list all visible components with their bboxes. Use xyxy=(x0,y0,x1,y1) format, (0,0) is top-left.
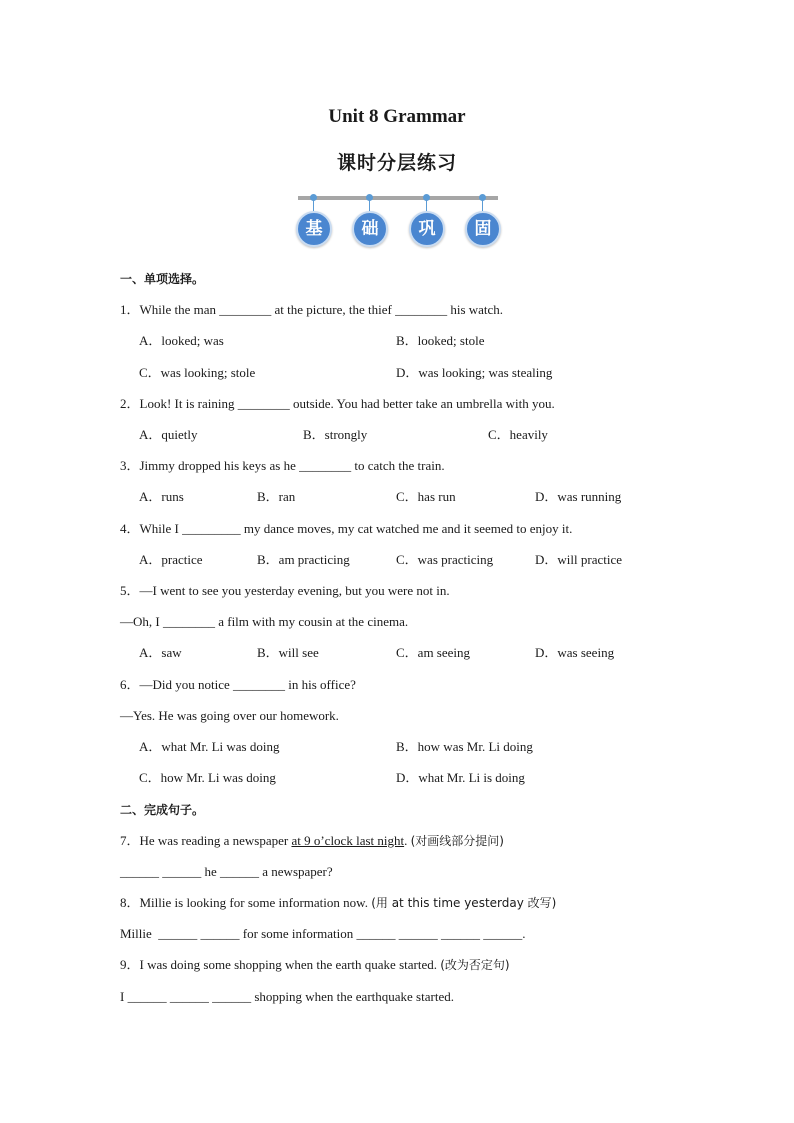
option-d: D．will practice xyxy=(535,552,622,567)
option-c: C．am seeing xyxy=(396,645,471,660)
question-stem: 4．While I _________ my dance moves, my cat watched me and it seemed to enjoy it. xyxy=(120,521,573,536)
option-c: C．has run xyxy=(396,489,456,504)
question-stem: 5．—I went to see you yesterday evening, but you were not in. xyxy=(120,583,450,598)
instruction-note: (用 at this time yesterday 改写) xyxy=(371,896,557,910)
answer-line: ______ ______ he ______ a newspaper? xyxy=(120,864,333,879)
option-b: B．will see xyxy=(257,645,319,660)
option-a: A．saw xyxy=(139,645,182,660)
instruction-note: (改为否定句) xyxy=(440,958,510,972)
page-title: Unit 8 Grammar xyxy=(328,106,466,127)
banner-char-gong: 巩 xyxy=(409,211,445,247)
question-stem: 6．—Did you notice ________ in his office? xyxy=(120,677,356,692)
stem-text: 8．Millie is looking for some information now. xyxy=(120,895,372,910)
question-stem: 1．While the man ________ at the picture, the thief ________ his watch. xyxy=(120,302,504,317)
page-subtitle: 课时分层练习 xyxy=(336,152,457,174)
option-b: B．ran xyxy=(257,489,296,504)
section-banner xyxy=(294,193,504,253)
option-d: D．was running xyxy=(535,489,622,504)
option-c: C．how Mr. Li was doing xyxy=(139,770,276,785)
question-stem xyxy=(120,956,510,974)
banner-char-chu: 础 xyxy=(352,211,388,247)
banner-char-gu: 固 xyxy=(465,211,501,247)
option-b: B．looked; stole xyxy=(396,333,485,348)
question-stem-reply: —Oh, I ________ a film with my cousin at the cinema. xyxy=(120,614,409,629)
option-c: C．was practicing xyxy=(396,552,494,567)
option-a: A．what Mr. Li was doing xyxy=(139,739,280,754)
question-stem: 2．Look! It is raining ________ outside. You had better take an umbrella with you. xyxy=(120,396,555,411)
option-a: A．quietly xyxy=(139,427,198,442)
section-heading: 二、完成句子。 xyxy=(120,803,205,817)
stem-text: 9．I was doing some shopping when the earth quake started. xyxy=(120,957,441,972)
option-b: B．how was Mr. Li doing xyxy=(396,739,533,754)
option-b: B．am practicing xyxy=(257,552,350,567)
section-heading: 一、单项选择。 xyxy=(120,272,205,286)
option-d: D．was seeing xyxy=(535,645,615,660)
option-d: D．was looking; was stealing xyxy=(396,365,553,380)
option-c: C．was looking; stole xyxy=(139,365,256,380)
option-a: A．looked; was xyxy=(139,333,224,348)
underlined-phrase: at 9 o’clock last night xyxy=(291,833,405,848)
banner-bar xyxy=(298,196,498,200)
answer-line: I ______ ______ ______ shopping when the earthquake started. xyxy=(120,989,454,1004)
banner-stem xyxy=(482,199,483,211)
stem-text: 7．He was reading a newspaper xyxy=(120,833,292,848)
option-c: C．heavily xyxy=(488,427,548,442)
question-stem xyxy=(120,832,504,850)
banner-char-ji: 基 xyxy=(296,211,332,247)
banner-stem xyxy=(369,199,370,211)
option-a: A．runs xyxy=(139,489,184,504)
banner-stem xyxy=(426,199,427,211)
question-stem xyxy=(120,894,556,912)
stem-text: . xyxy=(404,833,411,848)
option-a: A．practice xyxy=(139,552,203,567)
instruction-note: (对画线部分提问) xyxy=(410,834,504,848)
banner-stem xyxy=(313,199,314,211)
question-stem: 3．Jimmy dropped his keys as he ________ to catch the train. xyxy=(120,458,445,473)
option-d: D．what Mr. Li is doing xyxy=(396,770,525,785)
option-b: B．strongly xyxy=(303,427,368,442)
answer-line: Millie ______ ______ for some information ______ ______ ______ ______. xyxy=(120,926,526,941)
question-stem-reply: —Yes. He was going over our homework. xyxy=(120,708,339,723)
